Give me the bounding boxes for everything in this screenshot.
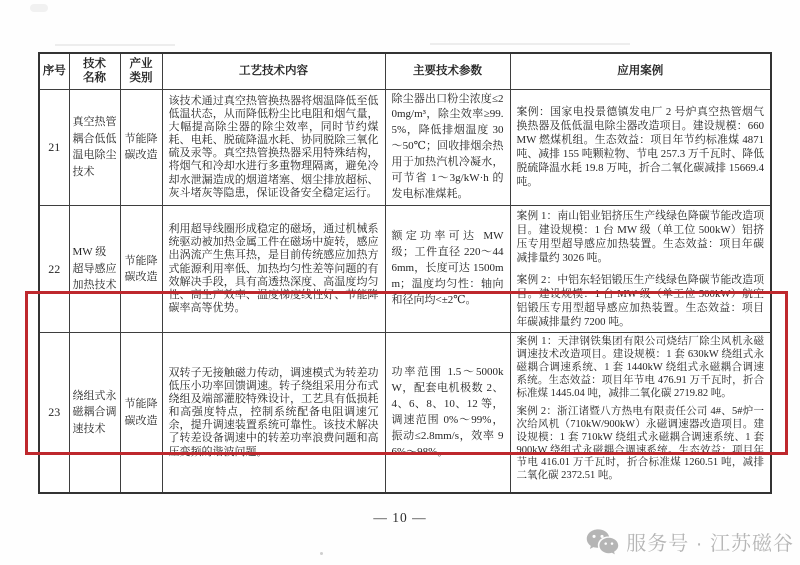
table-row-21 <box>39 89 771 206</box>
scan-artifact <box>55 44 175 46</box>
scan-artifact <box>430 43 630 45</box>
cell-application-cases <box>510 333 771 493</box>
page-number: — 10 — <box>373 510 427 525</box>
col-header-parameters: 主要技术参数 <box>385 53 510 89</box>
table-row-22 <box>39 206 771 333</box>
cell-process-content: 该技术通过真空热管换热器将烟温降低至低低温状态，从而降低粉尘比电阻和烟气量，大幅提高除尘器的除尘效率，同时节约煤耗、电耗、脱硫降温水耗、协同脱除三氧化硫及汞等。真空热管换热器采用特殊结构，将烟气和冷却水进行多重物理隔离，避免冷却水泄漏造成的烟道堵塞、烟尘排放超标、灰斗堵灰等隐患，保证设备安全稳定运行。 <box>162 89 385 206</box>
case-paragraph: 案例 1：天津钢铁集团有限公司烧结厂除尘风机永磁调速技术改造项目。建设规模：1 套 630kW 绕组式永磁耦合调速系统、1 套 1440kW 绕组式永磁耦合调速系统。生态效益：项目年节电 476.91 万千瓦时，折合标准煤 1445.04 吨，减排二氧化碳 2719.82 吨。 <box>516 336 764 399</box>
cell-parameters: 功率范围 1.5～5000kW，配套电机极数 2、4、6、8、10、12 等，调速范围 0%～99%，振动≤2.8mm/s，效率 96%～98%。 <box>385 333 510 493</box>
scan-artifact <box>30 4 48 12</box>
case-paragraph: 案例 2：中铝东轻铝锻压生产线绿色降碳节能改造项目。建设规模：1 台 MW 级（单工位 500kW）航空铝锻压专用型超导感应加热装置。生态效益：项目年碳减排量约 7200 吨。 <box>516 274 764 329</box>
scan-artifact <box>320 552 323 555</box>
cell-parameters: 除尘器出口粉尘浓度≤20mg/m³，除尘效率≥99.5%，降低排烟温度 30～50℃；回收排烟余热用于加热汽机冷凝水，可节省 1～3g/kW·h 的发电标准煤耗。 <box>385 89 510 206</box>
cell-technology-name: MW 级超导感应加热技术 <box>69 206 120 333</box>
col-header-serial: 序号 <box>39 53 69 89</box>
col-header-tech-name: 技术名称 <box>69 53 120 89</box>
case-paragraph: 案例 2：浙江诸暨八方热电有限责任公司 4#、5#炉一次给风机（710kW/900kW）永磁调速器改造项目。建设规模：1 套 710kW 绕组式永磁耦合调速系统、1 套 900kW 绕组式永磁耦合调速系统。生态效益：项目年节电 416.01 万千瓦时，折合标准煤 1260.51 吨，减排二氧化碳 2372.51 吨。 <box>516 406 764 482</box>
cell-parameters: 额定功率可达 MW 级；工件直径 220～446mm，长度可达 1500mm；温度均匀性：轴向和径向均<±2℃。 <box>385 206 510 333</box>
footer-watermark <box>586 527 794 556</box>
cell-application-cases <box>510 206 771 333</box>
cell-serial-number: 22 <box>39 206 69 333</box>
cell-application-cases <box>510 89 771 206</box>
table-row-23 <box>39 333 771 493</box>
cell-process-content: 利用超导线圈形成稳定的磁场，通过机械系统驱动被加热金属工件在磁场中旋转，感应出涡流产生焦耳热，是目前传统感应加热方式能源利用率低、加热均匀性差等问题的有效解决手段，具有高透热深度、高温度均匀性、高生产效率、温度梯度线性好、节能降碳率高等优势。 <box>162 206 385 333</box>
case-paragraph: 案例：国家电投景德镇发电厂 2 号炉真空热管烟气换热器及低低温电除尘器改造项目。建设规模：660MW 燃煤机组。生态效益：项目年节约标准煤 4871 吨、减排 155 吨颗粒物、节电 257.3 万千瓦时、降低脱硫降温水耗 19.8 万吨，折合二氧化碳减排 15669.4 吨。 <box>516 106 764 189</box>
watermark-text: 服务号 · 江苏磁谷 <box>626 533 794 555</box>
cell-industry-category: 节能降碳改造 <box>120 89 162 206</box>
cell-industry-category: 节能降碳改造 <box>120 206 162 333</box>
case-paragraph: 案例 1：南山铝业铝挤压生产线绿色降碳节能改造项目。建设规模：1 台 MW 级（单工位 500kW）铝挤压专用型超导感应加热装置。生态效益：项目年碳减排量约 3026 吨。 <box>516 210 764 265</box>
cell-serial-number: 21 <box>39 89 69 206</box>
cell-technology-name: 真空热管耦合低低温电除尘技术 <box>69 89 120 206</box>
col-header-application-cases: 应用案例 <box>510 53 771 89</box>
cell-process-content: 双转子无接触磁力传动，调速模式为转差功低压小功率回馈调速。转子绕组采用分布式绕组及端部灌胶特殊设计，工艺具有低损耗和高强度特点，控制系统配备电阻调速冗余，提升调速装置系统可靠性。该技术解决了转差设备调速中的转差功率浪费问题和高压变频的谐波问题。 <box>162 333 385 493</box>
table-header-row <box>39 53 771 89</box>
cell-industry-category: 节能降碳改造 <box>120 333 162 493</box>
cell-technology-name: 绕组式永磁耦合调速技术 <box>69 333 120 493</box>
technology-table <box>38 52 772 494</box>
cell-serial-number: 23 <box>39 333 69 493</box>
wechat-icon <box>586 528 619 556</box>
col-header-process-content: 工艺技术内容 <box>162 53 385 89</box>
col-header-industry-category: 产业类别 <box>120 53 162 89</box>
